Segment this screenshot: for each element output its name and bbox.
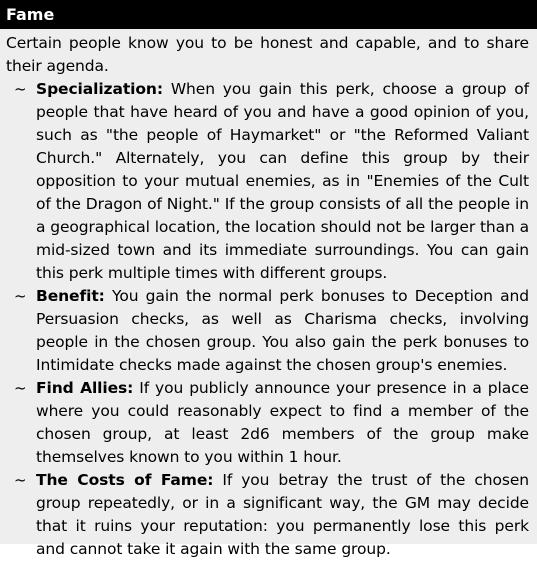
- perk-name: The Costs of Fame:: [36, 471, 214, 489]
- perk-list: [6, 78, 529, 561]
- perk-text: When you gain this perk, choose a group of people that have heard of you and have a good opinion of you, such as "the people of Haymarket" or "the Reformed Valiant Church." Alternately, you can define this group by their opposition to your mutual enemies, as in "Enemies of the Cult of the Dragon of Night." If the group consists of all the people in a geographical location, the location should not be larger than a mid-sized town and its immediate surroundings. You can gain this perk multiple times with different groups.: [36, 80, 529, 282]
- card-title: Fame: [0, 0, 537, 29]
- perk-item-specialization: [6, 78, 529, 285]
- tilde-bullet-icon: ~: [14, 287, 27, 305]
- perk-item-benefit: [6, 285, 529, 377]
- card-intro: Certain people know you to be honest and capable, and to share their agenda.: [6, 34, 529, 75]
- tilde-bullet-icon: ~: [14, 379, 27, 397]
- perk-text: If you betray the trust of the chosen group repeatedly, or in a significant way, the GM may decide that it ruins your reputation: you permanently lose this perk and cannot take it again with the same group.: [36, 471, 529, 558]
- tilde-bullet-icon: ~: [14, 471, 27, 489]
- perk-text: If you publicly announce your presence in a place where you could reasonably expect to find a member of the chosen group, at least 2d6 members of the group make themselves known to you within 1 hour.: [36, 379, 529, 466]
- perk-name: Benefit:: [36, 287, 105, 305]
- perk-item-find-allies: [6, 377, 529, 469]
- perk-name: Specialization:: [36, 80, 163, 98]
- card-content: [0, 29, 537, 561]
- perk-name: Find Allies:: [36, 379, 134, 397]
- perk-text: You gain the normal perk bonuses to Deception and Persuasion checks, as well as Charisma checks, involving people in the chosen group. You also gain the perk bonuses to Intimidate checks made against the chosen group's enemies.: [36, 287, 530, 374]
- tilde-bullet-icon: ~: [14, 80, 27, 98]
- perk-item-costs-of-fame: [6, 469, 529, 561]
